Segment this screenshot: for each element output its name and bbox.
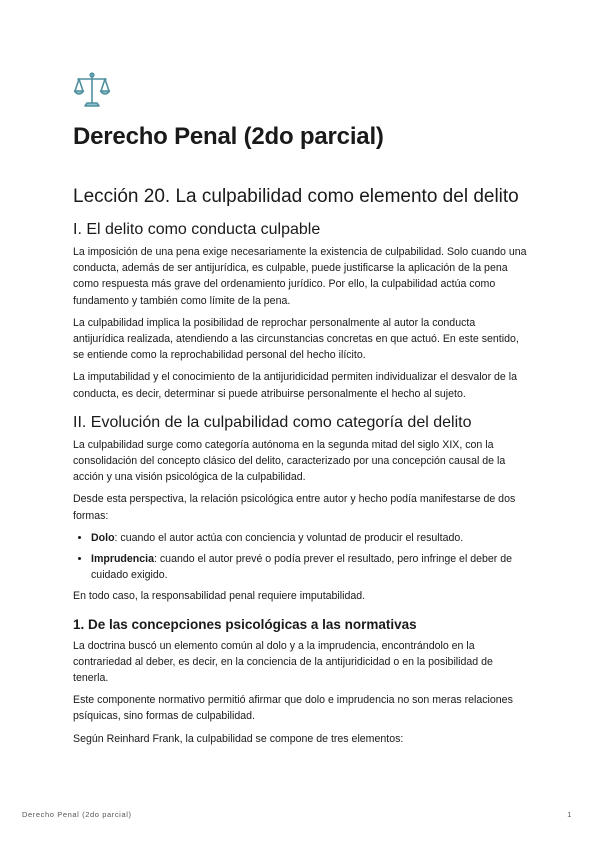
list-item-text: : cuando el autor prevé o podía prever el resultado, pero infringe el deber de cuidado exigido. [91, 553, 513, 582]
paragraph: En todo caso, la responsabilidad penal requiere imputabilidad. [73, 590, 366, 603]
lesson-title: Lección 20. La culpabilidad como elemento del delito [73, 186, 519, 207]
list-item [91, 530, 529, 546]
bullet-list [73, 530, 529, 584]
paragraph: La imputabilidad y el conocimiento de la antijuridicidad permiten individualizar el desvalor de la conducta, es decir, determinar si puede atribuirse personalmente el hecho al sujeto. [73, 371, 518, 400]
paragraph: Desde esta perspectiva, la relación psicológica entre autor y hecho podía manifestarse de dos formas: [73, 493, 516, 522]
document-title: Derecho Penal (2do parcial) [73, 123, 384, 150]
paragraph: Este componente normativo permitió afirmar que dolo e imprudencia no son meras relaciones psíquicas, sino formas de culpabilidad. [73, 694, 513, 723]
footer-title: Derecho Penal (2do parcial) [22, 810, 132, 819]
list-item-text: : cuando el autor actúa con conciencia y voluntad de producir el resultado. [114, 531, 464, 544]
paragraph: La culpabilidad surge como categoría autónoma en la segunda mitad del siglo XIX, con la consolidación del concepto clásico del delito, caracterizado por una concepción causal de la acción y una visión psicológica de la culpabilidad. [73, 438, 506, 484]
paragraph: La doctrina buscó un elemento común al dolo y a la imprudencia, encontrándolo en la contrariedad al deber, es decir, en la conciencia de la antijuridicidad o en la posibilidad de tenerla. [73, 639, 493, 685]
list-item [91, 551, 529, 583]
section-heading-1: I. El delito como conducta culpable [73, 221, 321, 238]
section-heading-2: II. Evolución de la culpabilidad como categoría del delito [73, 413, 472, 431]
subsection-heading: 1. De las concepciones psicológicas a las normativas [73, 616, 417, 632]
page-content [73, 70, 529, 753]
paragraph: La imposición de una pena exige necesariamente la existencia de culpabilidad. Solo cuando una conducta, además de ser antijurídica, es culpable, puede justificarse la aplicación de la pena como respuesta más grave del ordenamiento jurídico. Por ello, la culpabilidad actúa como fundamento y también como límite de la pena. [73, 246, 527, 307]
list-item-term: Dolo [91, 531, 115, 544]
list-item-term: Imprudencia [91, 553, 154, 566]
paragraph: La culpabilidad implica la posibilidad de reprochar personalmente al autor la conducta antijurídica realizada, atendiendo a las circunstancias concretas en que actuó. En este sentido, se entiende como la reprochabilidad personal del hecho ilícito. [73, 316, 519, 362]
paragraph: Según Reinhard Frank, la culpabilidad se compone de tres elementos: [73, 732, 404, 745]
scales-of-justice-icon [73, 70, 111, 110]
page-number: 1 [567, 810, 572, 819]
